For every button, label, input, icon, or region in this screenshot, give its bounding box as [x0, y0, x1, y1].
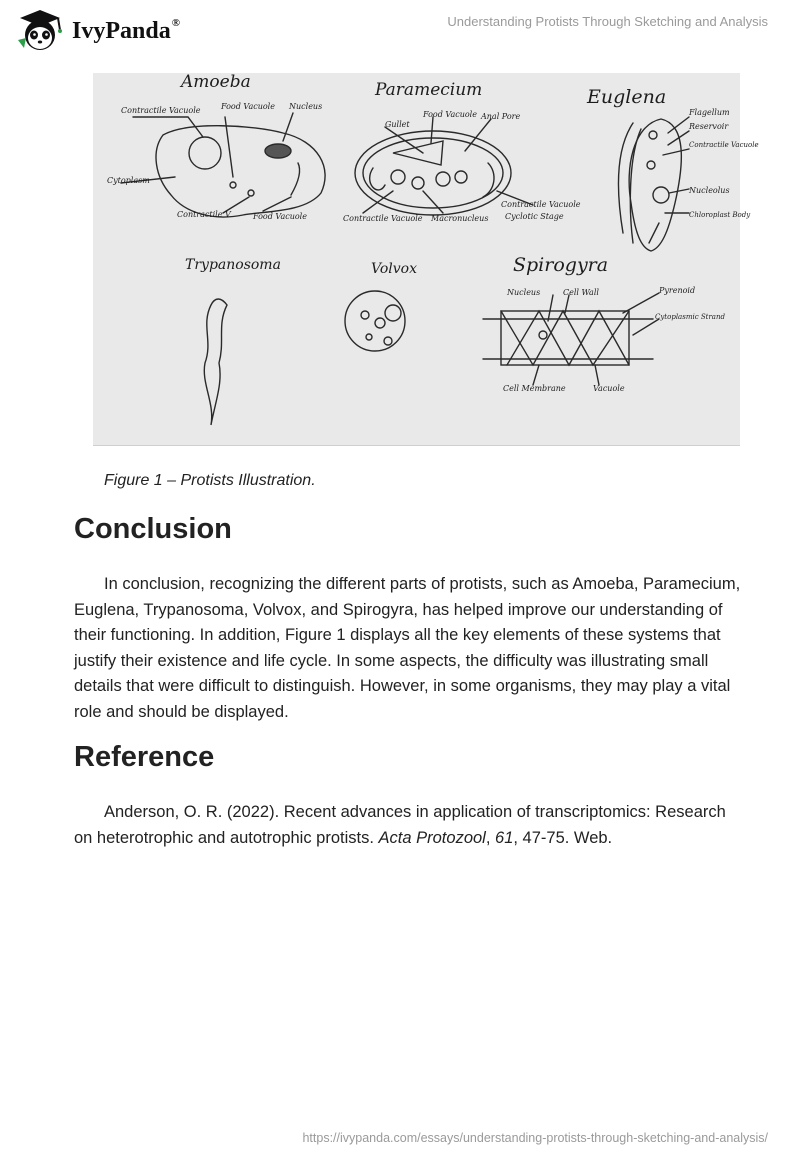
label-contractile-vacuole-a: Contractile Vacuole	[121, 106, 201, 115]
conclusion-heading: Conclusion	[74, 513, 232, 545]
label-cytoplasm-a: Cytoplasm	[107, 176, 150, 185]
label-cytoplasmic-strand-s: Cytoplasmic Strand	[655, 313, 725, 321]
brand-name: IvyPanda®	[72, 16, 180, 44]
label-contractile-v-a: Contractile V	[177, 210, 231, 219]
page-header	[0, 0, 800, 60]
reference-heading: Reference	[74, 741, 215, 773]
figure-caption: Figure 1 – Protists Illustration.	[104, 472, 316, 489]
label-spirogyra: Spirogyra	[513, 254, 609, 276]
label-flagellum-e: Flagellum	[689, 108, 730, 117]
protists-illustration	[93, 72, 759, 446]
label-food-vacuole-p: Food Vacuole	[423, 110, 477, 119]
label-volvox: Volvox	[371, 261, 417, 277]
label-cell-wall-s: Cell Wall	[563, 288, 599, 297]
label-gullet-p: Gullet	[385, 120, 410, 129]
label-nucleus-a: Nucleus	[289, 102, 323, 111]
label-food-vacuole-a: Food Vacuole	[221, 102, 275, 111]
reference-entry: Anderson, O. R. (2022). Recent advances in application of transcriptomics: Research on heterotrophic and autotrophic protists. Acta Protozool, 61, 47-75. Web.	[74, 803, 726, 847]
label-paramecium: Paramecium	[375, 80, 483, 100]
footer-url[interactable]: https://ivypanda.com/essays/understanding-protists-through-sketching-and-analysis/	[302, 1131, 768, 1145]
label-pyrenoid-s: Pyrenoid	[659, 286, 696, 295]
reference-volume: 61	[495, 828, 514, 847]
reference-journal: Acta Protozool	[378, 828, 486, 847]
panda-logo-icon	[14, 8, 66, 52]
label-macronucleus-p: Macronucleus	[431, 214, 489, 223]
label-nucleolus-e: Nucleolus	[689, 186, 730, 195]
trypanosoma-body	[204, 299, 227, 425]
label-chloroplast-body-e: Chloroplast Body	[689, 211, 751, 219]
label-contractile-vacuole-e: Contractile Vacuole	[689, 141, 759, 149]
label-euglena: Euglena	[587, 86, 667, 108]
label-contractile-vacuole-cs: Contractile Vacuole	[501, 200, 581, 209]
label-nucleus-s: Nucleus	[507, 288, 541, 297]
document-title: Understanding Protists Through Sketching and Analysis	[447, 14, 768, 29]
label-amoeba: Amoeba	[181, 72, 251, 92]
protists-sketch	[93, 72, 759, 445]
label-trypanosoma: Trypanosoma	[185, 257, 281, 273]
label-vacuole-s: Vacuole	[593, 384, 625, 393]
label-cyclotic-stage: Cyclotic Stage	[505, 212, 564, 221]
label-anal-pore-p: Anal Pore	[481, 112, 521, 121]
conclusion-paragraph: In conclusion, recognizing the different parts of protists, such as Amoeba, Paramecium, Euglena, Trypanosoma, Volvox, and Spirogyra, has helped improve our understanding of their functioning. In addition, Figure 1 displays all the key elements of these systems that justify their existence and life cycle. In some aspects, the difficulty was illustrating small details that were difficult to distinguish. However, in some organisms, they may play a vital role and should be displayed.	[74, 575, 741, 721]
brand-logo[interactable]	[14, 8, 180, 52]
amoeba-nucleus	[265, 144, 291, 158]
label-cell-membrane-s: Cell Membrane	[503, 384, 566, 393]
label-contractile-vacuole-p: Contractile Vacuole	[343, 214, 423, 223]
amoeba-contractile-vacuole	[189, 137, 221, 169]
label-reservoir-e: Reservoir	[689, 122, 729, 131]
label-food-vacuole-a2: Food Vacuole	[253, 212, 307, 221]
